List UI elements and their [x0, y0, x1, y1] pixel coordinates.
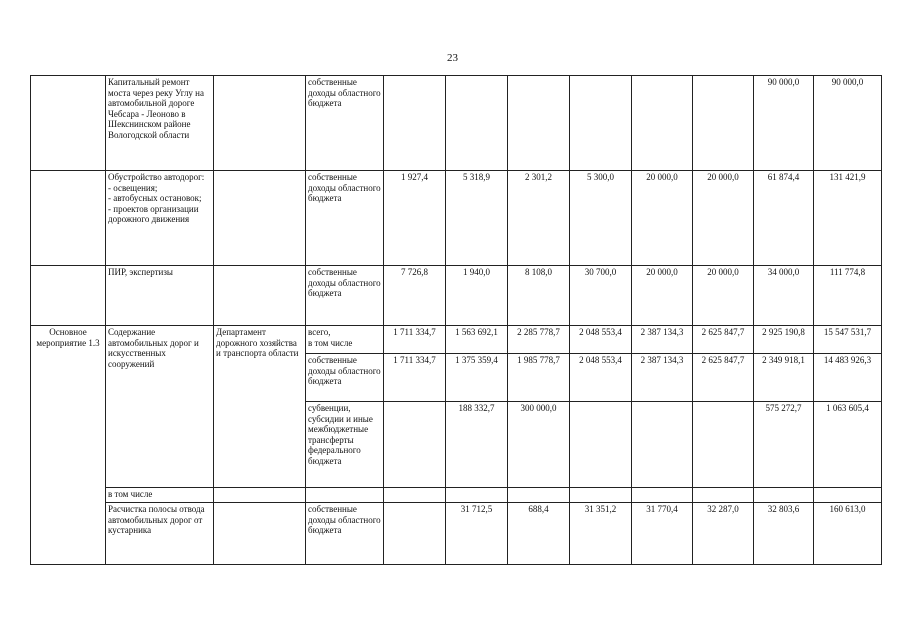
- code-cell: [31, 171, 106, 266]
- value-cell: [384, 488, 446, 503]
- value-cell: [384, 503, 446, 565]
- value-cell: [508, 488, 570, 503]
- value-cell: 31 712,5: [446, 503, 508, 565]
- measure-name-cell: Капитальный ремонт моста через реку Углу на автомобильной дороге Чебсара - Леоново в Шекснинском районе Вологодской области: [106, 76, 214, 171]
- value-cell: 2 285 778,7: [508, 326, 570, 354]
- value-cell: 8 108,0: [508, 266, 570, 326]
- value-cell: 31 770,4: [632, 503, 693, 565]
- code-cell: [31, 76, 106, 171]
- table-row: [31, 503, 882, 565]
- table-row: [31, 326, 882, 354]
- code-cell: [31, 266, 106, 326]
- value-cell: [632, 488, 693, 503]
- value-cell: 20 000,0: [632, 266, 693, 326]
- value-cell: 90 000,0: [754, 76, 814, 171]
- value-cell: [693, 76, 754, 171]
- value-cell: 188 332,7: [446, 402, 508, 488]
- value-cell: [384, 402, 446, 488]
- value-cell: [508, 76, 570, 171]
- value-cell: 32 803,6: [754, 503, 814, 565]
- value-cell: 2 301,2: [508, 171, 570, 266]
- funding-source-cell: собственные доходы областного бюджета: [306, 76, 384, 171]
- value-cell: 2 387 134,3: [632, 354, 693, 402]
- value-cell: 2 349 918,1: [754, 354, 814, 402]
- value-cell: 5 300,0: [570, 171, 632, 266]
- value-cell: 1 927,4: [384, 171, 446, 266]
- value-cell: 1 985 778,7: [508, 354, 570, 402]
- value-cell: [570, 76, 632, 171]
- value-cell: [446, 76, 508, 171]
- funding-source-cell: собственные доходы областного бюджета: [306, 354, 384, 402]
- value-cell: [384, 76, 446, 171]
- measure-name-cell: Расчистка полосы отвода автомобильных дорог от кустарника: [106, 503, 214, 565]
- value-cell: 2 387 134,3: [632, 326, 693, 354]
- value-cell: 14 483 926,3: [814, 354, 882, 402]
- value-cell: [814, 488, 882, 503]
- value-cell: 2 925 190,8: [754, 326, 814, 354]
- value-cell: 1 063 605,4: [814, 402, 882, 488]
- funding-source-cell: собственные доходы областного бюджета: [306, 503, 384, 565]
- value-cell: [570, 488, 632, 503]
- value-cell: 30 700,0: [570, 266, 632, 326]
- value-cell: 5 318,9: [446, 171, 508, 266]
- value-cell: 111 774,8: [814, 266, 882, 326]
- executor-cell: Департамент дорожного хозяйства и транспорта области: [214, 326, 306, 488]
- value-cell: 7 726,8: [384, 266, 446, 326]
- measure-name-cell: Содержание автомобильных дорог и искусственных сооружений: [106, 326, 214, 488]
- value-cell: 2 625 847,7: [693, 326, 754, 354]
- value-cell: 34 000,0: [754, 266, 814, 326]
- executor-cell: [214, 266, 306, 326]
- value-cell: [632, 402, 693, 488]
- table-row: [31, 266, 882, 326]
- budget-table: [30, 75, 882, 565]
- value-cell: [693, 488, 754, 503]
- value-cell: 1 563 692,1: [446, 326, 508, 354]
- value-cell: [446, 488, 508, 503]
- value-cell: 2 625 847,7: [693, 354, 754, 402]
- value-cell: 32 287,0: [693, 503, 754, 565]
- funding-source-cell: собственные доходы областного бюджета: [306, 171, 384, 266]
- funding-source-cell: всего, в том числе: [306, 326, 384, 354]
- executor-cell: [214, 171, 306, 266]
- table-row: [31, 171, 882, 266]
- value-cell: 90 000,0: [814, 76, 882, 171]
- value-cell: 2 048 553,4: [570, 354, 632, 402]
- value-cell: 2 048 553,4: [570, 326, 632, 354]
- value-cell: 61 874,4: [754, 171, 814, 266]
- funding-source-cell: собственные доходы областного бюджета: [306, 266, 384, 326]
- measure-code-cell: Основное мероприятие 1.3: [31, 326, 106, 565]
- executor-cell: [214, 503, 306, 565]
- value-cell: 575 272,7: [754, 402, 814, 488]
- measure-name-cell: Обустройство автодорог: - освещения; - автобусных остановок; - проектов организации дорожного движения: [106, 171, 214, 266]
- value-cell: 1 711 334,7: [384, 354, 446, 402]
- executor-cell: [214, 76, 306, 171]
- table-row: [31, 76, 882, 171]
- value-cell: 31 351,2: [570, 503, 632, 565]
- value-cell: 131 421,9: [814, 171, 882, 266]
- value-cell: 688,4: [508, 503, 570, 565]
- value-cell: 1 940,0: [446, 266, 508, 326]
- funding-source-cell: субвенции, субсидии и иные межбюджетные трансферты федерального бюджета: [306, 402, 384, 488]
- value-cell: 300 000,0: [508, 402, 570, 488]
- value-cell: 1 711 334,7: [384, 326, 446, 354]
- measure-name-cell: ПИР, экспертизы: [106, 266, 214, 326]
- value-cell: [570, 402, 632, 488]
- value-cell: [693, 402, 754, 488]
- value-cell: 20 000,0: [693, 171, 754, 266]
- value-cell: 20 000,0: [632, 171, 693, 266]
- including-label-cell: в том числе: [106, 488, 214, 503]
- executor-cell: [214, 488, 306, 503]
- table-row: [31, 488, 882, 503]
- value-cell: 15 547 531,7: [814, 326, 882, 354]
- value-cell: 1 375 359,4: [446, 354, 508, 402]
- value-cell: 160 613,0: [814, 503, 882, 565]
- funding-source-cell: [306, 488, 384, 503]
- value-cell: [754, 488, 814, 503]
- page-number: 23: [447, 52, 458, 64]
- value-cell: [632, 76, 693, 171]
- value-cell: 20 000,0: [693, 266, 754, 326]
